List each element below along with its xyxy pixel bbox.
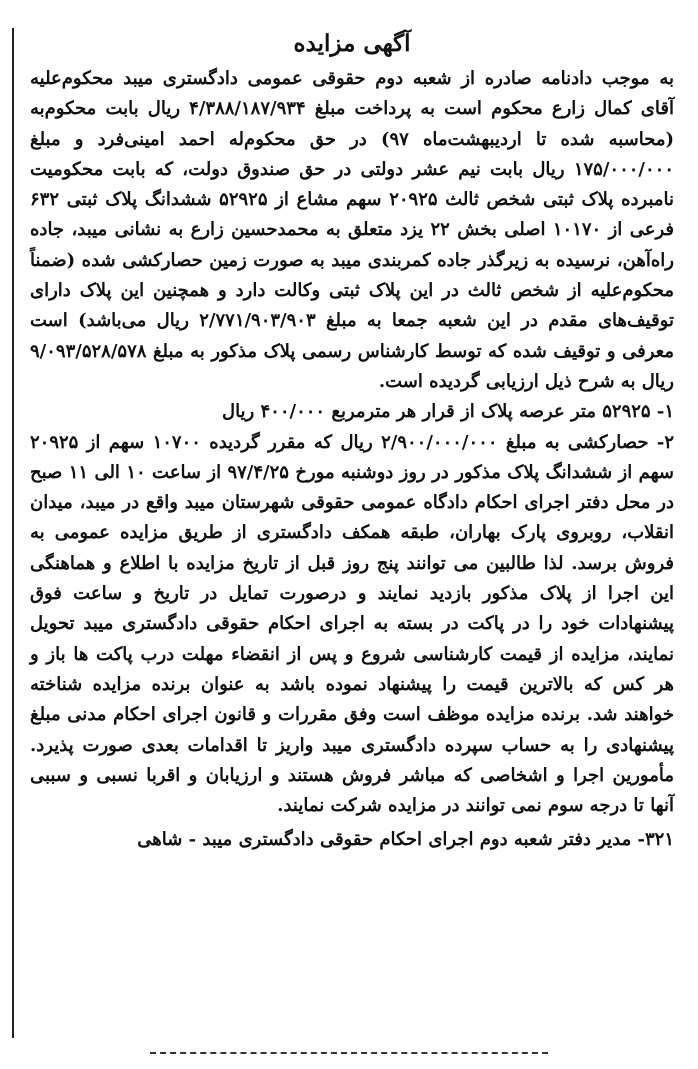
notice-signature: ۳۲۱- مدیر دفتر شعبه دوم اجرای احکام حقوقی دادگستری میبد - شاهی [137,829,674,851]
left-border-rule [12,28,14,1038]
auction-notice [30,30,674,855]
notice-item-1: ۱- ۵۲۹۲۵ متر عرصه پلاک از قرار هر مترمربع ۴۰۰/۰۰۰ ریال [221,401,674,423]
notice-paragraph: به موجب دادنامه صادره از شعبه دوم حقوقی عمومی دادگستری میبد محکوم‌علیه آقای کمال زارع محکوم است به پرداخت مبلغ ۴/۳۸۸/۱۸۷/۹۳۴ ریال بابت محکوم‌به (محاسبه شده تا اردیبهشت‌ماه ۹۷) در حق محکوم‌له احمد امینی‌فرد و مبلغ ۱۷۵/۰۰۰/۰۰۰ ریال بابت نیم عشر دولتی در حق صندوق دولت، که بابت محکومیت نامبرده پلاک ثبتی شخص ثالث ۲۰۹۲۵ سهم مشاع از ۵۲۹۲۵ ششدانگ پلاک ثبتی ۶۳۲ فرعی از ۱۰۱۷۰ اصلی بخش ۲۲ یزد متعلق به محمدحسین زارع به نشانی میبد، جاده راه‌آهن، نرسیده به زیرگذر جاده کمربندی میبد به صورت زمین حصارکشی شده (ضمناً محکوم‌علیه از شخص ثالث در این پلاک ثبتی وکالت دارد و همچنین این پلاک دارای توقیف‌های مقدم در این شعبه جمعا به مبلغ ۲/۷۷۱/۹۰۳/۹۰۳ ریال می‌باشد) است معرفی و توقیف شده که توسط کارشناس رسمی پلاک مذکور به مبلغ ۹/۰۹۳/۵۲۸/۵۷۸ ریال به شرح ذیل ارزیابی گردیده است. [30,68,675,392]
notice-item-2: ۲- حصارکشی به مبلغ ۲/۹۰۰/۰۰۰/۰۰۰ ریال که مقرر گردیده ۱۰۷۰۰ سهم از ۲۰۹۲۵ سهم از ششدانگ پلاک مذکور در روز دوشنبه مورخ ۹۷/۴/۲۵ از ساعت ۱۰ الی ۱۱ صبح در محل دفتر اجرای احکام دادگاه عمومی حقوقی شهرستان میبد واقع در میبد، میدان انقلاب، روبروی پارک بهاران، طبقه همکف دادگستری از طریق مزایده عمومی به فروش برسد. لذا طالبین می توانند پنج روز قبل از تاریخ مزایده با اطلاع و هماهنگی این اجرا از پلاک مذکور بازدید نمایند و درصورت تمایل در تاریخ و ساعت فوق پیشنهادات خود را در پاکت در بسته به اجرای احکام حقوقی دادگستری میبد تحویل نمایند، مزایده از قیمت کارشناسی شروع و پس از انقضاء مهلت درب پاکت ها باز و هر کس که بالاترین قیمت را پیشنهاد نموده باشد به عنوان برنده مزایده شناخته خواهند شد. برنده مزایده موظف است وفق مقررات و قانون اجرای احکام مدنی مبلغ پیشنهادی را به حساب سپرده دادگستری میبد واریز تا اقدامات بعدی صورت پذیرد. مأمورین اجرا و اشخاصی که مباشر فروش هستند و ارزیابان و اقربا نسبی و سببی آنها تا درجه سوم نمی توانند در مزایده شرکت نمایند. [30,431,675,817]
bottom-dashed-rule [150,1052,548,1054]
notice-title: آگهی مزایده [293,30,411,57]
